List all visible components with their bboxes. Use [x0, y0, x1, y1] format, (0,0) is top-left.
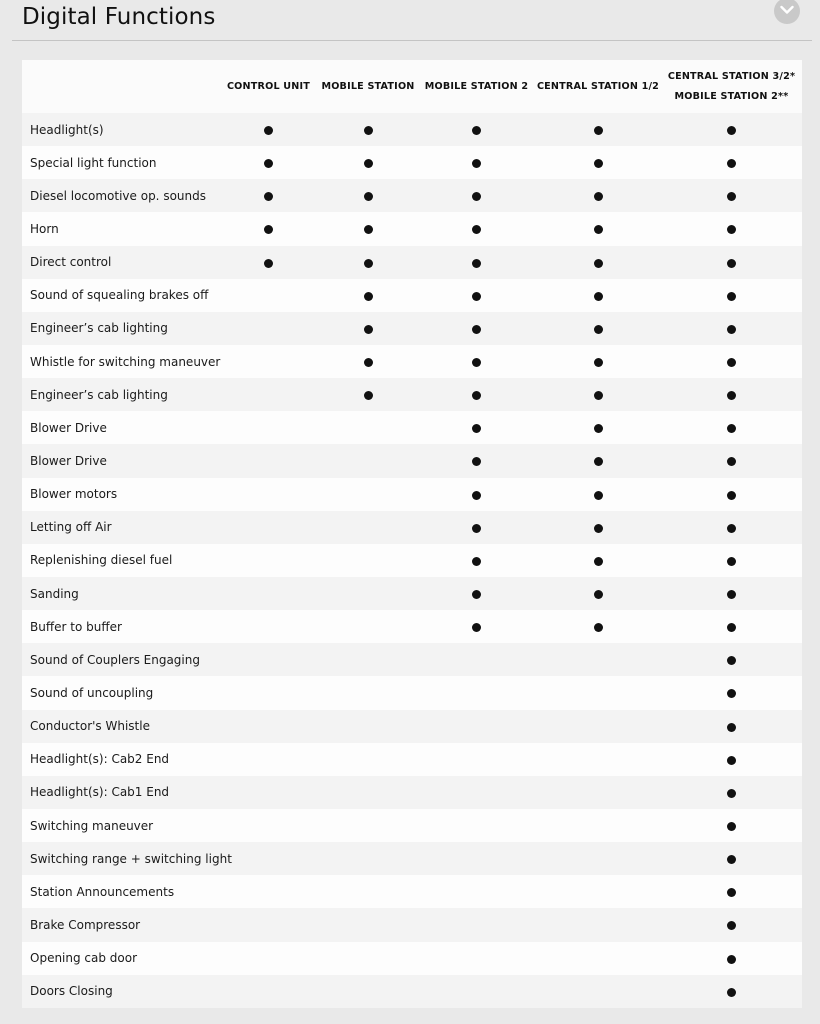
support-cell	[418, 411, 535, 444]
support-cell	[661, 643, 802, 676]
table-row	[22, 345, 802, 378]
support-cell	[661, 179, 802, 212]
support-cell	[418, 511, 535, 544]
supported-dot-icon	[727, 888, 736, 897]
function-name: Switching maneuver	[30, 818, 154, 833]
support-cell	[318, 411, 418, 444]
supported-dot-icon	[727, 988, 736, 997]
support-cell	[661, 113, 802, 146]
support-cell	[661, 246, 802, 279]
support-cell	[418, 478, 535, 511]
support-cell	[219, 676, 318, 709]
function-name: Conductor's Whistle	[30, 719, 150, 734]
supported-dot-icon	[594, 358, 603, 367]
supported-dot-icon	[594, 159, 603, 168]
function-name: Sound of uncoupling	[30, 685, 154, 700]
support-cell	[318, 478, 418, 511]
support-cell	[318, 312, 418, 345]
support-cell	[318, 378, 418, 411]
supported-dot-icon	[472, 424, 481, 433]
support-cell	[418, 312, 535, 345]
support-cell	[661, 809, 802, 842]
support-cell	[318, 776, 418, 809]
supported-dot-icon	[727, 590, 736, 599]
support-cell	[219, 511, 318, 544]
support-cell	[418, 743, 535, 776]
supported-dot-icon	[264, 192, 273, 201]
support-cell	[535, 743, 661, 776]
supported-dot-icon	[727, 623, 736, 632]
supported-dot-icon	[727, 192, 736, 201]
support-cell	[535, 975, 661, 1008]
support-cell	[219, 279, 318, 312]
support-cell	[661, 610, 802, 643]
supported-dot-icon	[594, 325, 603, 334]
support-cell	[535, 643, 661, 676]
support-cell	[418, 809, 535, 842]
column-header-central-station-3-2	[661, 60, 802, 113]
support-cell	[535, 411, 661, 444]
supported-dot-icon	[727, 391, 736, 400]
support-cell	[418, 710, 535, 743]
function-name: Engineer’s cab lighting	[30, 387, 168, 402]
column-header-control-unit: CONTROL UNIT	[219, 60, 318, 113]
section-title: Digital Functions	[22, 4, 216, 30]
supported-dot-icon	[472, 126, 481, 135]
function-name: Headlight(s): Cab1 End	[30, 785, 170, 800]
support-cell	[418, 610, 535, 643]
support-cell	[318, 908, 418, 941]
support-cell	[661, 842, 802, 875]
support-cell	[661, 279, 802, 312]
support-cell	[318, 511, 418, 544]
support-cell	[661, 577, 802, 610]
supported-dot-icon	[594, 192, 603, 201]
support-cell	[661, 975, 802, 1008]
support-cell	[661, 511, 802, 544]
supported-dot-icon	[727, 656, 736, 665]
support-cell	[535, 146, 661, 179]
supported-dot-icon	[594, 457, 603, 466]
supported-dot-icon	[594, 491, 603, 500]
table-row	[22, 246, 802, 279]
support-cell	[661, 146, 802, 179]
table-header-row	[22, 60, 802, 113]
table-row	[22, 975, 802, 1008]
support-cell	[535, 875, 661, 908]
supported-dot-icon	[264, 259, 273, 268]
table-row	[22, 643, 802, 676]
support-cell	[535, 212, 661, 245]
support-cell	[661, 345, 802, 378]
supported-dot-icon	[364, 159, 373, 168]
table-row	[22, 875, 802, 908]
support-cell	[535, 544, 661, 577]
supported-dot-icon	[264, 225, 273, 234]
support-cell	[318, 643, 418, 676]
supported-dot-icon	[472, 225, 481, 234]
support-cell	[318, 710, 418, 743]
support-cell	[535, 478, 661, 511]
support-cell	[318, 975, 418, 1008]
support-cell	[318, 113, 418, 146]
support-cell	[318, 544, 418, 577]
support-cell	[661, 544, 802, 577]
supported-dot-icon	[472, 557, 481, 566]
table-row	[22, 444, 802, 477]
supported-dot-icon	[727, 855, 736, 864]
supported-dot-icon	[727, 457, 736, 466]
support-cell	[661, 942, 802, 975]
table-row	[22, 179, 802, 212]
support-cell	[219, 875, 318, 908]
supported-dot-icon	[472, 358, 481, 367]
supported-dot-icon	[594, 225, 603, 234]
support-cell	[219, 113, 318, 146]
support-cell	[219, 842, 318, 875]
supported-dot-icon	[727, 126, 736, 135]
support-cell	[318, 179, 418, 212]
supported-dot-icon	[727, 921, 736, 930]
support-cell	[535, 444, 661, 477]
support-cell	[318, 942, 418, 975]
support-cell	[661, 710, 802, 743]
support-cell	[219, 975, 318, 1008]
supported-dot-icon	[727, 822, 736, 831]
support-cell	[219, 478, 318, 511]
support-cell	[535, 345, 661, 378]
support-cell	[535, 676, 661, 709]
support-cell	[418, 842, 535, 875]
table-row	[22, 842, 802, 875]
table-row	[22, 544, 802, 577]
supported-dot-icon	[364, 325, 373, 334]
column-header-mobile-station-2: MOBILE STATION 2	[418, 60, 535, 113]
support-cell	[219, 643, 318, 676]
support-cell	[219, 146, 318, 179]
supported-dot-icon	[364, 192, 373, 201]
function-name: Doors Closing	[30, 984, 113, 999]
support-cell	[219, 710, 318, 743]
section-header	[12, 0, 812, 41]
supported-dot-icon	[364, 126, 373, 135]
supported-dot-icon	[594, 524, 603, 533]
table-row	[22, 710, 802, 743]
supported-dot-icon	[264, 126, 273, 135]
support-cell	[661, 875, 802, 908]
support-cell	[661, 776, 802, 809]
support-cell	[661, 676, 802, 709]
functions-table-card	[22, 60, 802, 1008]
function-name: Engineer’s cab lighting	[30, 321, 168, 336]
support-cell	[418, 676, 535, 709]
supported-dot-icon	[594, 623, 603, 632]
support-cell	[535, 710, 661, 743]
supported-dot-icon	[472, 623, 481, 632]
supported-dot-icon	[472, 524, 481, 533]
support-cell	[535, 842, 661, 875]
support-cell	[418, 113, 535, 146]
support-cell	[318, 577, 418, 610]
support-cell	[219, 378, 318, 411]
function-name: Special light function	[30, 155, 157, 170]
support-cell	[661, 312, 802, 345]
support-cell	[219, 610, 318, 643]
column-header-line: MOBILE STATION 2**	[674, 90, 789, 102]
supported-dot-icon	[727, 159, 736, 168]
supported-dot-icon	[727, 424, 736, 433]
supported-dot-icon	[727, 358, 736, 367]
supported-dot-icon	[472, 259, 481, 268]
supported-dot-icon	[727, 325, 736, 334]
support-cell	[318, 610, 418, 643]
function-name: Opening cab door	[30, 951, 138, 966]
supported-dot-icon	[594, 590, 603, 599]
digital-functions-table	[22, 60, 802, 1008]
support-cell	[418, 444, 535, 477]
support-cell	[535, 577, 661, 610]
supported-dot-icon	[364, 292, 373, 301]
support-cell	[318, 246, 418, 279]
supported-dot-icon	[472, 590, 481, 599]
support-cell	[535, 511, 661, 544]
supported-dot-icon	[727, 756, 736, 765]
supported-dot-icon	[727, 524, 736, 533]
support-cell	[418, 577, 535, 610]
column-header-mobile-station: MOBILE STATION	[318, 60, 418, 113]
table-row	[22, 676, 802, 709]
support-cell	[535, 776, 661, 809]
support-cell	[219, 246, 318, 279]
table-row	[22, 113, 802, 146]
function-name: Blower Drive	[30, 420, 107, 435]
function-name: Switching range + switching light	[30, 851, 232, 866]
supported-dot-icon	[727, 723, 736, 732]
support-cell	[318, 743, 418, 776]
supported-dot-icon	[727, 789, 736, 798]
support-cell	[661, 212, 802, 245]
table-row	[22, 478, 802, 511]
column-header-central-station-1-2: CENTRAL STATION 1/2	[535, 60, 661, 113]
table-row	[22, 776, 802, 809]
supported-dot-icon	[594, 292, 603, 301]
support-cell	[418, 279, 535, 312]
support-cell	[219, 809, 318, 842]
table-row	[22, 212, 802, 245]
support-cell	[318, 875, 418, 908]
function-name: Buffer to buffer	[30, 619, 122, 634]
function-name: Brake Compressor	[30, 917, 141, 932]
table-row	[22, 610, 802, 643]
support-cell	[418, 643, 535, 676]
supported-dot-icon	[594, 391, 603, 400]
support-cell	[418, 908, 535, 941]
table-row	[22, 908, 802, 941]
table-row	[22, 942, 802, 975]
supported-dot-icon	[472, 159, 481, 168]
support-cell	[535, 378, 661, 411]
supported-dot-icon	[264, 159, 273, 168]
support-cell	[318, 212, 418, 245]
support-cell	[219, 776, 318, 809]
table-row	[22, 577, 802, 610]
supported-dot-icon	[727, 225, 736, 234]
supported-dot-icon	[727, 491, 736, 500]
support-cell	[418, 378, 535, 411]
function-name: Sanding	[30, 586, 79, 601]
function-name: Sound of squealing brakes off	[30, 288, 209, 303]
support-cell	[318, 146, 418, 179]
support-cell	[661, 411, 802, 444]
support-cell	[318, 279, 418, 312]
supported-dot-icon	[727, 259, 736, 268]
support-cell	[418, 246, 535, 279]
supported-dot-icon	[594, 424, 603, 433]
table-row	[22, 743, 802, 776]
table-body	[22, 113, 802, 1008]
support-cell	[219, 577, 318, 610]
support-cell	[219, 179, 318, 212]
support-cell	[535, 279, 661, 312]
support-cell	[535, 942, 661, 975]
support-cell	[219, 942, 318, 975]
support-cell	[661, 444, 802, 477]
function-name: Replenishing diesel fuel	[30, 553, 173, 568]
support-cell	[535, 908, 661, 941]
supported-dot-icon	[364, 259, 373, 268]
supported-dot-icon	[472, 391, 481, 400]
supported-dot-icon	[594, 557, 603, 566]
support-cell	[318, 809, 418, 842]
supported-dot-icon	[364, 225, 373, 234]
supported-dot-icon	[594, 126, 603, 135]
supported-dot-icon	[364, 391, 373, 400]
support-cell	[418, 942, 535, 975]
support-cell	[219, 411, 318, 444]
support-cell	[318, 444, 418, 477]
function-name: Diesel locomotive op. sounds	[30, 188, 206, 203]
function-name: Station Announcements	[30, 884, 175, 899]
table-row	[22, 279, 802, 312]
support-cell	[219, 444, 318, 477]
supported-dot-icon	[472, 325, 481, 334]
support-cell	[219, 908, 318, 941]
function-name: Blower Drive	[30, 453, 107, 468]
support-cell	[418, 212, 535, 245]
support-cell	[535, 179, 661, 212]
support-cell	[219, 212, 318, 245]
supported-dot-icon	[727, 955, 736, 964]
table-row	[22, 511, 802, 544]
supported-dot-icon	[472, 457, 481, 466]
supported-dot-icon	[364, 358, 373, 367]
support-cell	[661, 743, 802, 776]
function-name: Sound of Couplers Engaging	[30, 652, 200, 667]
support-cell	[219, 544, 318, 577]
support-cell	[318, 676, 418, 709]
support-cell	[418, 975, 535, 1008]
table-row	[22, 411, 802, 444]
support-cell	[318, 345, 418, 378]
supported-dot-icon	[727, 557, 736, 566]
supported-dot-icon	[727, 689, 736, 698]
function-name: Letting off Air	[30, 520, 112, 535]
chevron-down-icon	[780, 5, 794, 15]
supported-dot-icon	[594, 259, 603, 268]
supported-dot-icon	[472, 292, 481, 301]
collapse-toggle-button[interactable]	[774, 0, 800, 24]
support-cell	[535, 312, 661, 345]
support-cell	[219, 345, 318, 378]
support-cell	[418, 146, 535, 179]
table-row	[22, 146, 802, 179]
table-row	[22, 378, 802, 411]
column-header-line: CENTRAL STATION 3/2*	[667, 70, 796, 82]
support-cell	[535, 610, 661, 643]
supported-dot-icon	[472, 192, 481, 201]
function-name: Headlight(s): Cab2 End	[30, 752, 170, 767]
table-row	[22, 312, 802, 345]
support-cell	[318, 842, 418, 875]
support-cell	[418, 776, 535, 809]
function-name: Headlight(s)	[30, 122, 104, 137]
support-cell	[418, 345, 535, 378]
supported-dot-icon	[472, 491, 481, 500]
support-cell	[418, 179, 535, 212]
support-cell	[418, 875, 535, 908]
function-column-header	[22, 60, 219, 113]
support-cell	[661, 908, 802, 941]
support-cell	[535, 246, 661, 279]
support-cell	[535, 809, 661, 842]
supported-dot-icon	[727, 292, 736, 301]
support-cell	[219, 743, 318, 776]
support-cell	[661, 478, 802, 511]
function-name: Blower motors	[30, 487, 118, 502]
support-cell	[219, 312, 318, 345]
table-row	[22, 809, 802, 842]
function-name: Horn	[30, 221, 59, 236]
function-name: Direct control	[30, 255, 112, 270]
function-name: Whistle for switching maneuver	[30, 354, 221, 369]
support-cell	[535, 113, 661, 146]
support-cell	[661, 378, 802, 411]
support-cell	[418, 544, 535, 577]
